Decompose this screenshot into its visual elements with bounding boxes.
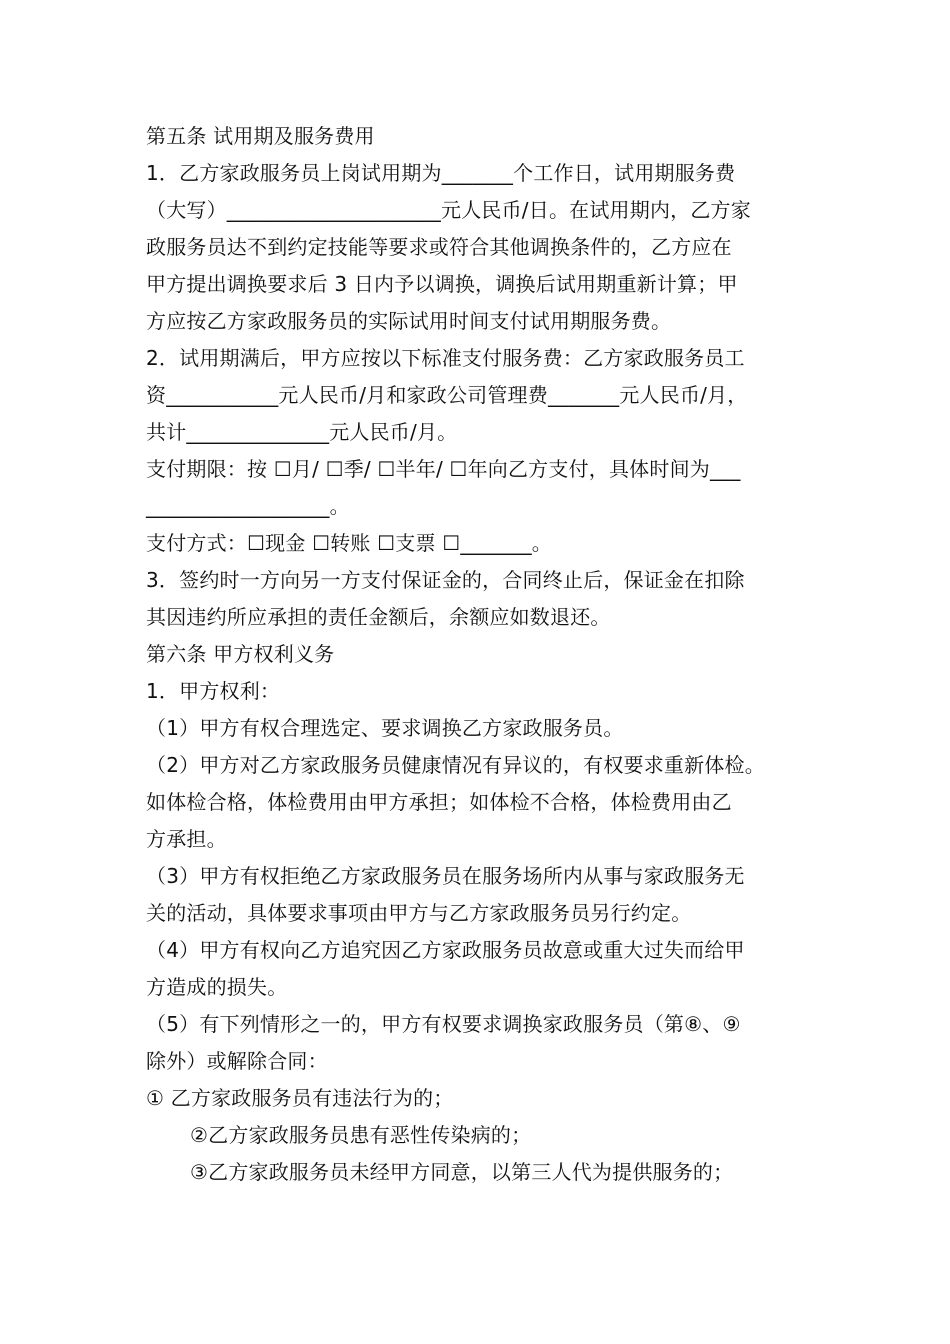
- paragraph-line: 关的活动，具体要求事项由甲方与乙方家政服务员另行约定。: [146, 901, 692, 925]
- article-6-heading: 第六条 甲方权利义务: [146, 642, 335, 666]
- paragraph-line: 如体检合格，体检费用由甲方承担；如体检不合格，体检费用由乙: [146, 790, 732, 814]
- paragraph-line: 政服务员达不到约定技能等要求或符合其他调换条件的，乙方应在: [146, 235, 732, 259]
- paragraph-line: 其因违约所应承担的责任金额后，余额应如数退还。: [146, 605, 611, 629]
- paragraph-line: 除外）或解除合同：: [146, 1049, 328, 1073]
- paragraph-line: __________________。: [146, 494, 350, 518]
- contract-text: [146, 118, 836, 1191]
- payment-term-line: 支付期限：按 ☐月/ ☐季/ ☐半年/ ☐年向乙方支付，具体时间为___: [146, 457, 741, 481]
- paragraph-line: 方承担。: [146, 827, 227, 851]
- paragraph-line: 共计______________元人民币/月。: [146, 420, 458, 444]
- paragraph-line: 甲方提出调换要求后 3 日内予以调换，调换后试用期重新计算；甲: [146, 272, 738, 296]
- paragraph-line: （1）甲方有权合理选定、要求调换乙方家政服务员。: [146, 716, 624, 740]
- paragraph-line: 资___________元人民币/月和家政公司管理费_______元人民币/月，: [146, 383, 748, 407]
- paragraph-line: （大写）_____________________元人民币/日。在试用期内，乙方家: [146, 198, 751, 222]
- article-5-heading: 第五条 试用期及服务费用: [146, 124, 375, 148]
- paragraph-line: 1．乙方家政服务员上岗试用期为_______个工作日，试用期服务费: [146, 161, 736, 185]
- list-item: ③乙方家政服务员未经甲方同意，以第三人代为提供服务的；: [190, 1160, 734, 1184]
- paragraph-line: 2．试用期满后，甲方应按以下标准支付服务费：乙方家政服务员工: [146, 346, 745, 370]
- paragraph-line: 方应按乙方家政服务员的实际试用时间支付试用期服务费。: [146, 309, 672, 333]
- paragraph-line: 方造成的损失。: [146, 975, 288, 999]
- paragraph-line: （3）甲方有权拒绝乙方家政服务员在服务场所内从事与家政服务无: [146, 864, 745, 888]
- paragraph-line: （5）有下列情形之一的，甲方有权要求调换家政服务员（第⑧、⑨: [146, 1012, 741, 1036]
- payment-method-line: 支付方式：☐现金 ☐转账 ☐支票 ☐_______。: [146, 531, 552, 555]
- paragraph-line: （2）甲方对乙方家政服务员健康情况有异议的，有权要求重新体检。: [146, 753, 765, 777]
- list-item: ① 乙方家政服务员有违法行为的；: [146, 1086, 454, 1110]
- paragraph-line: 1．甲方权利：: [146, 679, 281, 703]
- list-item: ②乙方家政服务员患有恶性传染病的；: [190, 1123, 532, 1147]
- paragraph-line: （4）甲方有权向乙方追究因乙方家政服务员故意或重大过失而给甲: [146, 938, 745, 962]
- paragraph-line: 3．签约时一方向另一方支付保证金的，合同终止后，保证金在扣除: [146, 568, 745, 592]
